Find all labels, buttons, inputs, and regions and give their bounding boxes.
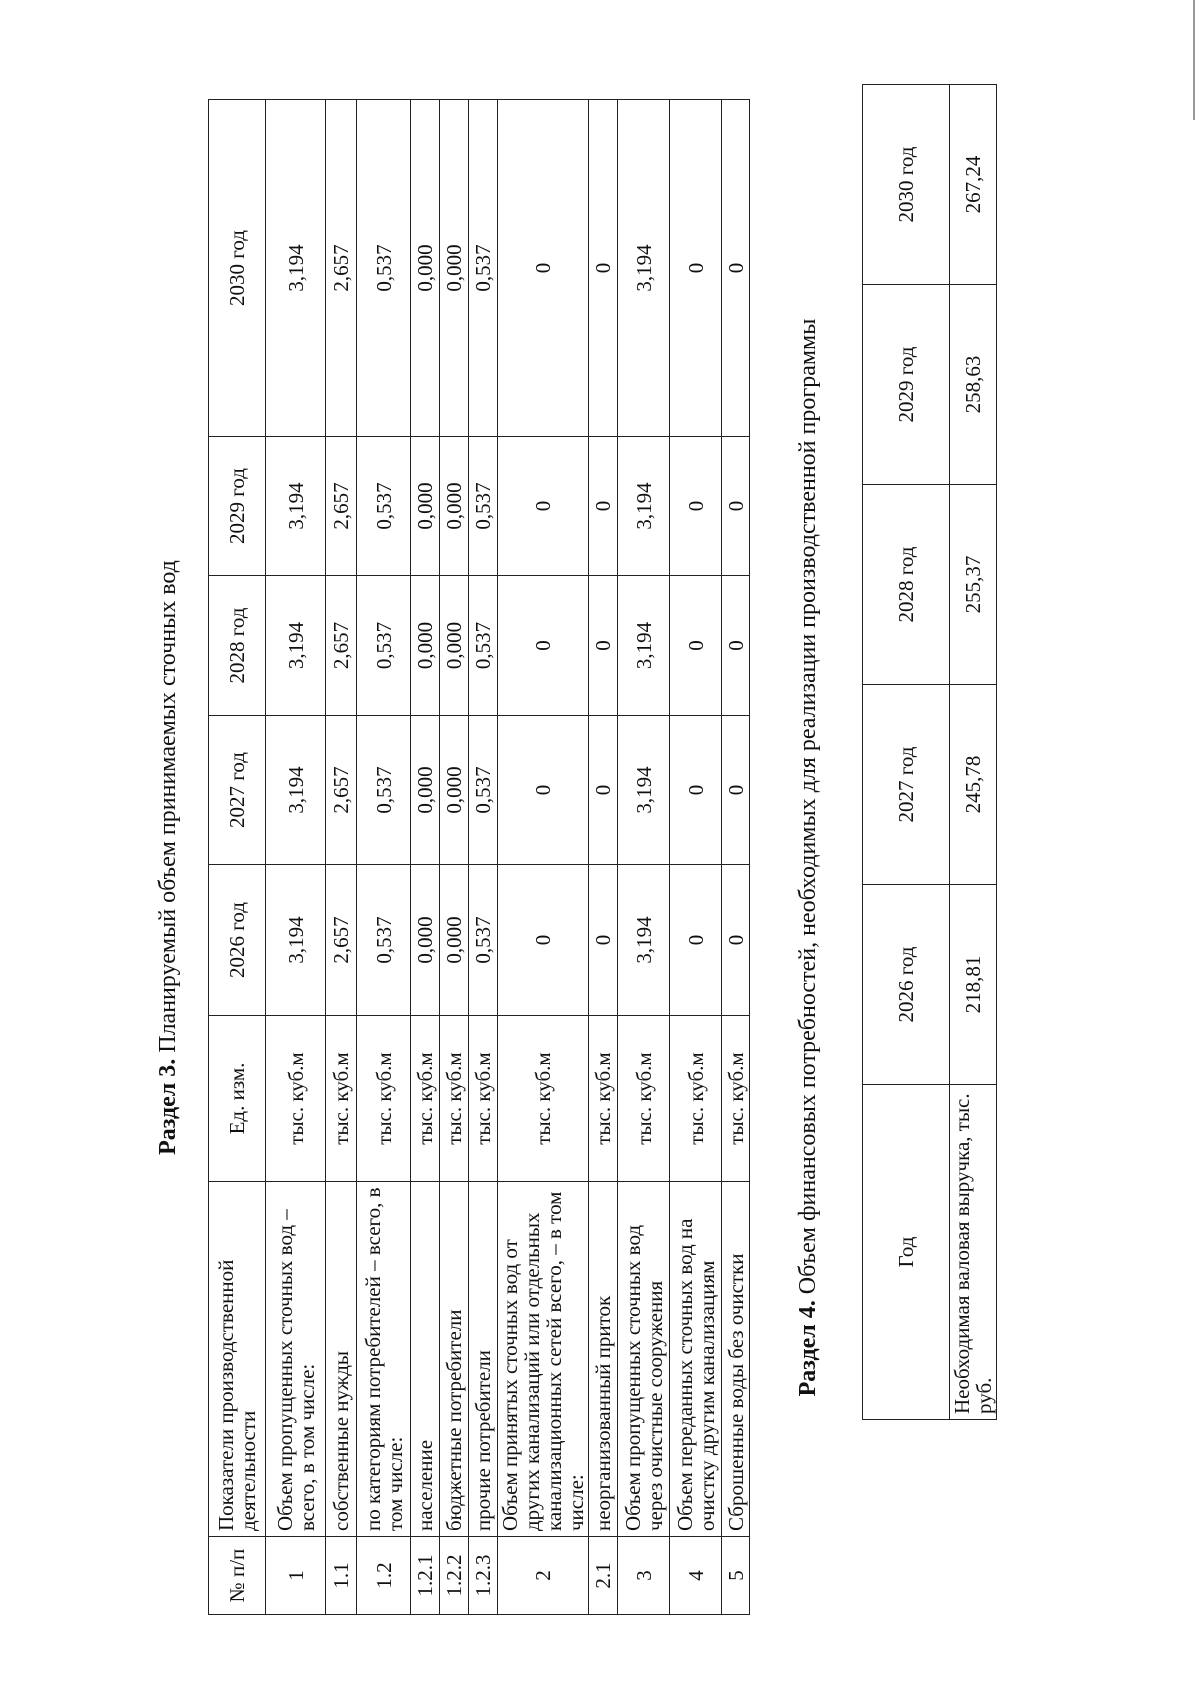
- section4-title-bold: Раздел 4.: [795, 1300, 821, 1397]
- section3-table: [208, 99, 750, 1615]
- header-indicator: Показатели производственной деятельности: [209, 1182, 266, 1537]
- cell-2030: 0,537: [469, 100, 498, 437]
- section3-title-bold: Раздел 3.: [155, 1058, 181, 1155]
- cell-2027: 0,537: [469, 716, 498, 865]
- row-indicator: неорганизованный приток: [589, 1182, 618, 1537]
- row-indicator: бюджетные потребители: [440, 1182, 469, 1537]
- row-unit: тыс. куб.м: [618, 1016, 670, 1182]
- row-unit: тыс. куб.м: [670, 1016, 722, 1182]
- cell-2029: 3,194: [618, 437, 670, 576]
- row-num: 1.2.1: [411, 1537, 440, 1615]
- header-2028: 2028 год: [209, 576, 266, 716]
- table-row: [411, 100, 440, 1615]
- cell-2029: 0,000: [411, 437, 440, 576]
- table-cell: 245,78: [950, 685, 997, 885]
- table-header-row: [209, 100, 266, 1615]
- cell-2026: 0,000: [411, 865, 440, 1016]
- table-cell: 267,24: [950, 85, 997, 285]
- header-2028: 2028 год: [863, 485, 950, 685]
- cell-2027: 0,537: [357, 716, 411, 865]
- table-row: [440, 100, 469, 1615]
- header-unit: Ед. изм.: [209, 1016, 266, 1182]
- cell-2027: 0: [589, 716, 618, 865]
- table-cell: 218,81: [950, 885, 997, 1085]
- cell-2028: 3,194: [618, 576, 670, 716]
- cell-2027: 2,657: [326, 716, 357, 865]
- row-unit: тыс. куб.м: [326, 1016, 357, 1182]
- cell-2026: 0: [498, 865, 589, 1016]
- row-indicator: Объем пропущенных сточных вод через очистные сооружения: [618, 1182, 670, 1537]
- cell-2028: 2,657: [326, 576, 357, 716]
- header-2026: 2026 год: [863, 885, 950, 1085]
- row-num: 4: [670, 1537, 722, 1615]
- row-num: 1: [266, 1537, 326, 1615]
- table-cell: 258,63: [950, 285, 997, 485]
- table-row: [589, 100, 618, 1615]
- cell-2026: 0: [670, 865, 722, 1016]
- section4-title: [794, 100, 822, 1615]
- section4-title-text: Объем финансовых потребностей, необходимых для реализации производственной программы: [795, 318, 821, 1301]
- header-num: № п/п: [209, 1537, 266, 1615]
- cell-2027: 0,000: [411, 716, 440, 865]
- cell-2030: 0: [670, 100, 722, 437]
- cell-2028: 0,000: [440, 576, 469, 716]
- cell-2029: 0: [498, 437, 589, 576]
- cell-2030: 3,194: [266, 100, 326, 437]
- header-2026: 2026 год: [209, 865, 266, 1016]
- table-row: [469, 100, 498, 1615]
- header-2027: 2027 год: [863, 685, 950, 885]
- header-2027: 2027 год: [209, 716, 266, 865]
- row-unit: тыс. куб.м: [469, 1016, 498, 1182]
- cell-2027: 3,194: [266, 716, 326, 865]
- section3-title-text: Планируемый объем принимаемых сточных вод: [155, 560, 181, 1059]
- header-2030: 2030 год: [209, 100, 266, 437]
- row-unit: тыс. куб.м: [722, 1016, 750, 1182]
- cell-2028: 0,537: [469, 576, 498, 716]
- table-row: [266, 100, 326, 1615]
- cell-2030: 0: [589, 100, 618, 437]
- row-unit: тыс. куб.м: [411, 1016, 440, 1182]
- table-row: [950, 85, 997, 1420]
- cell-2028: 0,000: [411, 576, 440, 716]
- row-num: 5: [722, 1537, 750, 1615]
- section4-table: [862, 84, 997, 1420]
- header-year: Год: [863, 1085, 950, 1420]
- cell-2028: 3,194: [266, 576, 326, 716]
- cell-2026: 2,657: [326, 865, 357, 1016]
- cell-2027: 0,000: [440, 716, 469, 865]
- row-num: 2: [498, 1537, 589, 1615]
- table-row: [618, 100, 670, 1615]
- table-header-row: [863, 85, 950, 1420]
- cell-2029: 0: [722, 437, 750, 576]
- cell-2028: 0: [722, 576, 750, 716]
- row-unit: тыс. куб.м: [498, 1016, 589, 1182]
- row-unit: тыс. куб.м: [440, 1016, 469, 1182]
- cell-2027: 0: [498, 716, 589, 865]
- cell-2029: 0: [589, 437, 618, 576]
- cell-2029: 0,000: [440, 437, 469, 576]
- table-row: [326, 100, 357, 1615]
- scan-edge: [1193, 0, 1195, 120]
- header-2029: 2029 год: [209, 437, 266, 576]
- cell-2028: 0: [670, 576, 722, 716]
- cell-2026: 0,537: [357, 865, 411, 1016]
- cell-2026: 0,537: [469, 865, 498, 1016]
- cell-2026: 0: [589, 865, 618, 1016]
- row-indicator: Объем принятых сточных вод от других канализаций или отдельных канализационных сетей всего, – в том числе:: [498, 1182, 589, 1537]
- row-indicator: Сброшенные воды без очистки: [722, 1182, 750, 1537]
- cell-2029: 2,657: [326, 437, 357, 576]
- cell-2029: 0,537: [469, 437, 498, 576]
- row-num: 2.1: [589, 1537, 618, 1615]
- cell-2030: 0,000: [440, 100, 469, 437]
- cell-2030: 0: [722, 100, 750, 437]
- row-indicator: население: [411, 1182, 440, 1537]
- cell-2027: 3,194: [618, 716, 670, 865]
- table-row: [357, 100, 411, 1615]
- rotated-page: [130, 65, 1030, 1615]
- cell-2026: 0,000: [440, 865, 469, 1016]
- cell-2030: 0,000: [411, 100, 440, 437]
- row-unit: тыс. куб.м: [589, 1016, 618, 1182]
- cell-2027: 0: [722, 716, 750, 865]
- cell-2028: 0: [589, 576, 618, 716]
- cell-2026: 3,194: [618, 865, 670, 1016]
- header-2030: 2030 год: [863, 85, 950, 285]
- cell-2029: 0,537: [357, 437, 411, 576]
- row-unit: тыс. куб.м: [357, 1016, 411, 1182]
- section3-title: [154, 100, 182, 1615]
- table-row: [722, 100, 750, 1615]
- header-2029: 2029 год: [863, 285, 950, 485]
- cell-2028: 0,537: [357, 576, 411, 716]
- table-row: [670, 100, 722, 1615]
- row-num: 3: [618, 1537, 670, 1615]
- row-indicator: Объем переданных сточных вод на очистку другим канализациям: [670, 1182, 722, 1537]
- cell-2030: 0: [498, 100, 589, 437]
- cell-2026: 3,194: [266, 865, 326, 1016]
- row-num: 1.1: [326, 1537, 357, 1615]
- row-indicator: Объем пропущенных сточных вод – всего, в том числе:: [266, 1182, 326, 1537]
- row-indicator: собственные нужды: [326, 1182, 357, 1537]
- row-num: 1.2.2: [440, 1537, 469, 1615]
- cell-2030: 3,194: [618, 100, 670, 437]
- row-num: 1.2: [357, 1537, 411, 1615]
- row-label: Необходимая валовая выручка, тыс. руб.: [950, 1085, 997, 1420]
- row-indicator: по категориям потребителей – всего, в том числе:: [357, 1182, 411, 1537]
- table-cell: 255,37: [950, 485, 997, 685]
- cell-2030: 0,537: [357, 100, 411, 437]
- cell-2030: 2,657: [326, 100, 357, 437]
- cell-2027: 0: [670, 716, 722, 865]
- row-unit: тыс. куб.м: [266, 1016, 326, 1182]
- cell-2029: 0: [670, 437, 722, 576]
- table-row: [498, 100, 589, 1615]
- cell-2029: 3,194: [266, 437, 326, 576]
- row-num: 1.2.3: [469, 1537, 498, 1615]
- cell-2028: 0: [498, 576, 589, 716]
- cell-2026: 0: [722, 865, 750, 1016]
- row-indicator: прочие потребители: [469, 1182, 498, 1537]
